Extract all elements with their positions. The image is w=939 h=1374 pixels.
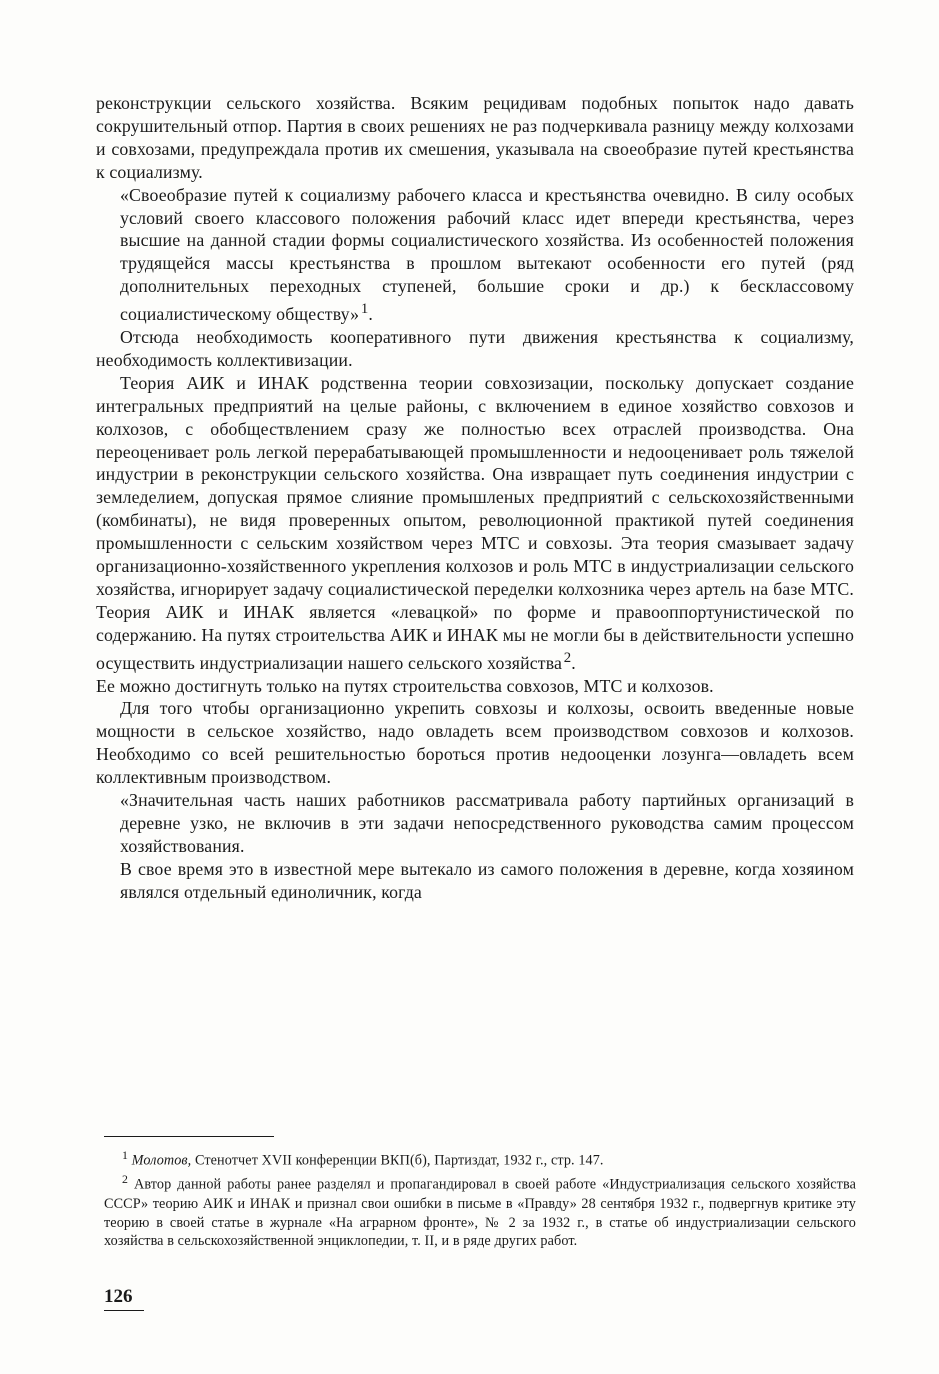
footnote-2-marker: 2 <box>122 1172 129 1187</box>
paragraph-2: «Своеобразие путей к социализму рабочего класса и крестьянства очевидно. В силу особых условий своего классового положения рабочий класс идет впереди крестьянства, через высшие на данной стадии формы социалистического хозяйства. Из особенностей положения трудящейся массы крестьянства в прошлом вытекают особенности его путей (ряд дополнительных переходных ступеней, большие сроки и др.) к бесклассовому социалистическому обществу» $^1$. <box>120 184 854 325</box>
footnote-ref-2: 2 <box>563 649 572 666</box>
party-quote <box>96 789 854 904</box>
paragraph-4: Теория АИК и ИНАК родственна теории совхозизации, поскольку допускает создание интегральных предприятий на целые районы, с включением в единое хозяйство совхозов и колхозов, с обобществлением сразу же полностью всех отраслей производства. Она переоценивает роль легкой перерабатывающей промышленности и недооценивает роль тяжелой индустрии в реконструкции сельского хозяйства. Она извращает путь соединения индустрии с земледелием, допуская прямое слияние промышленых предприятий с сельскохозяйственными (комбинаты), не видя проверенных опытом, революционной практикой путей соединения промышленности с сельским хозяйством через МТС и совхозы. Эта теория смазывает задачу организационно-хозяйственного укрепления колхозов и роль МТС в индустриализации сельского хозяйства, игнорирует задачу социалистической переделки колхозника через артель на базе МТС. Теория АИК и ИНАК является «левацкой» по форме и правооппортунистической по содержанию. На путях строительства АИК и ИНАК мы не могли бы в действительности успешно осуществить индустриализации нашего сельского хозяйства $^2$. <box>96 372 854 673</box>
footnote-2 <box>104 1170 856 1251</box>
page-number-underline <box>104 1310 144 1311</box>
footnote-1-text: Стенотчет XVII конференции ВКП(б), Партиздат, 1932 г., стр. 147. <box>194 1152 604 1169</box>
footnote-1-marker: 1 <box>122 1148 129 1162</box>
paragraph-1: реконструкции сельского хозяйства. Всяким рецидивам подобных попыток надо давать сокрушительный отпор. Партия в своих решениях не раз подчеркивала разницу между колхозами и совхозами, предупреждала против их смешения, указывала на своеобразие путей крестьянства к социализму. <box>96 93 854 182</box>
main-text <box>96 92 854 904</box>
footnote-ref-1: 1 <box>360 301 369 318</box>
footnote-2-text: Автор данной работы ранее разделял и пропагандировал в своей работе «Индустриализация сельского хозяйства СССР» теорию АИК и ИНАК и признал свои ошибки в письме в «Правду» 28 сентября 1932 г., подвергнув критике эту теорию в своей статье в журнале «На аграрном фронте», № 2 за 1932 г., в статье об индустриализации сельского хозяйства в сельскохозяйственной энциклопедии, т. II, и в ряде других работ. <box>104 1177 856 1250</box>
paragraph-2-text: «Своеобразие путей к социализму рабочего класса и крестьянства очевидно. В силу особых условий своего классового положения рабочий класс идет впереди крестьянства, через высшие на данной стадии формы социалистического хозяйства. Из особенностей положения трудящейся массы крестьянства в прошлом вытекают особенности его путей (ряд дополнительных переходных ступеней, большие сроки и др.) к бесклассовому социалистическому обществу» <box>120 184 854 325</box>
paragraph-7: В свое время это в известной мере вытекало из самого положения в деревне, когда хозяином являлся отдельный единоличник, когда <box>120 858 854 902</box>
page-number: 126 <box>104 1286 133 1307</box>
paragraph-4-text: Теория АИК и ИНАК родственна теории совхозизации, поскольку допускает создание интегральных предприятий на целые районы, с включением в единое хозяйство совхозов и колхозов, с обобществлением сразу же полностью всех отраслей производства. Она переоценивает роль легкой перерабатывающей промышленности и недооценивает роль тяжелой индустрии в реконструкции сельского хозяйства. Она извращает путь соединения индустрии с земледелием, допуская прямое слияние промышленых предприятий с сельскохозяйственными (комбинаты), не видя проверенных опытом, революционной практикой путей соединения промышленности с сельским хозяйством через МТС и совхозы. Эта теория смазывает задачу организационно-хозяйственного укрепления колхозов и роль МТС в индустриализации сельского хозяйства, игнорирует задачу социалистической переделки колхозника через артель на базе МТС. Теория АИК и ИНАК является «левацкой» по форме и правооппортунистической по содержанию. На путях строительства АИК и ИНАК мы не могли бы в действительности успешно осуществить индустриализации нашего сельского хозяйства <box>96 372 854 673</box>
paragraph-3: Отсюда необходимость кооперативного пути движения крестьянства к социализму, необходимость коллективизации. <box>96 326 854 370</box>
paragraph-5: Для того чтобы организационно укрепить совхозы и колхозы, освоить введенные новые мощности в сельское хозяйство, надо овладеть всем производством совхозов и колхозов. Необходимо со всей решительностью бороться против недооценки лозунга—овладеть всем коллективным производством. <box>96 698 854 788</box>
paragraph-4-cont: Ее можно достигнуть только на путях строительства совхозов, МТС и колхозов. <box>96 675 714 696</box>
footnote-1-author: Молотов, <box>131 1152 192 1169</box>
molotov-quote <box>96 184 854 326</box>
footnote-divider <box>104 1136 274 1137</box>
footnote-1 <box>104 1146 856 1170</box>
footnotes <box>104 1146 856 1251</box>
paragraph-6: «Значительная часть наших работников рассматривала работу партийных организаций в деревне узко, не включив в эти задачи непосредственного руководства самим процессом хозяйствования. <box>120 790 854 856</box>
